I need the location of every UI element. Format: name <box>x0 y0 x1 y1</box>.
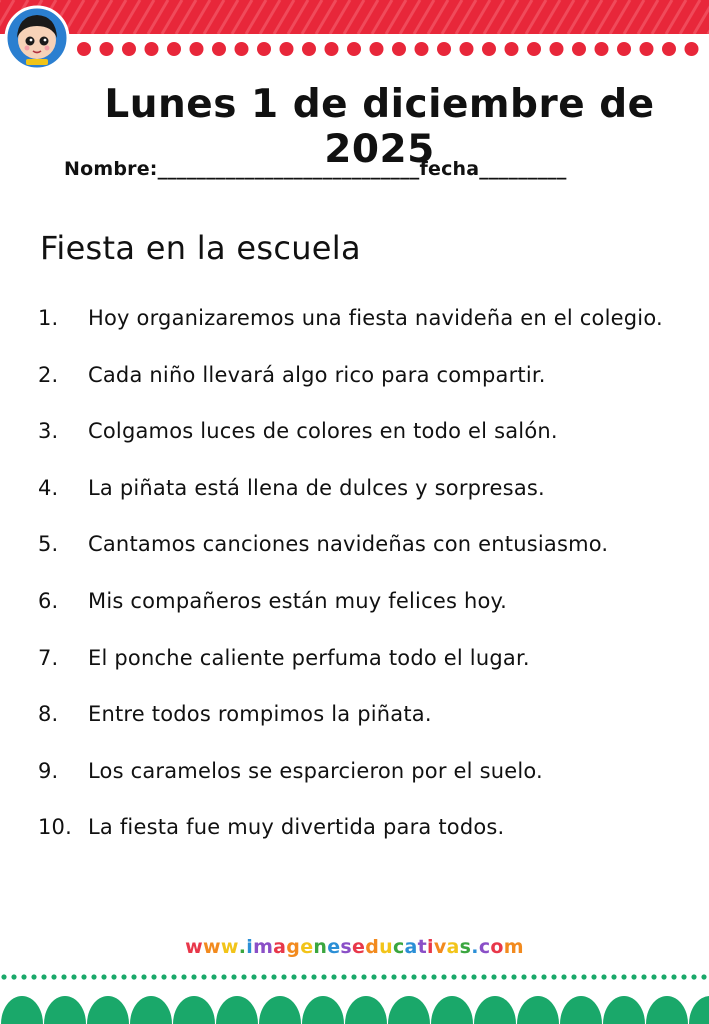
green-dot <box>291 974 296 979</box>
website-letter: m <box>253 936 274 958</box>
sentence-text: La fiesta fue muy divertida para todos. <box>88 815 505 840</box>
green-dot <box>351 974 356 979</box>
sentence-item <box>38 532 663 589</box>
website-letter: s <box>459 936 472 958</box>
website-letter: n <box>313 936 328 958</box>
green-dot <box>341 974 346 979</box>
red-dot <box>280 42 294 56</box>
sentence-item <box>38 363 663 420</box>
sentence-item <box>38 306 663 363</box>
red-dot <box>550 42 564 56</box>
green-dot <box>601 974 606 979</box>
red-dot <box>460 42 474 56</box>
date-blank: _________ <box>479 158 567 180</box>
green-dot <box>531 974 536 979</box>
website-letter: u <box>379 936 393 958</box>
red-dot <box>167 42 181 56</box>
red-dot <box>527 42 541 56</box>
green-dot <box>191 974 196 979</box>
green-dot <box>231 974 236 979</box>
website-letter: . <box>238 936 247 958</box>
green-dot <box>651 974 656 979</box>
red-dot <box>595 42 609 56</box>
green-dot <box>251 974 256 979</box>
green-dot <box>641 974 646 979</box>
green-dot <box>41 974 46 979</box>
sentence-number: 8. <box>38 702 59 727</box>
green-scallop <box>44 996 86 1024</box>
green-dot <box>11 974 16 979</box>
green-dot <box>271 974 276 979</box>
green-dot <box>411 974 416 979</box>
sentence-number: 10. <box>38 815 72 840</box>
green-scallop <box>560 996 602 1024</box>
sentence-text: La piñata está llena de dulces y sorpresas. <box>88 475 545 500</box>
website-letter: c <box>392 936 405 958</box>
sentence-item <box>38 646 663 703</box>
website-letter: c <box>478 936 491 958</box>
green-dot <box>481 974 486 979</box>
green-dot <box>691 974 696 979</box>
red-dot <box>415 42 429 56</box>
name-label: Nombre: <box>64 158 158 180</box>
website-letter: t <box>417 936 428 958</box>
green-dot <box>321 974 326 979</box>
red-dot <box>482 42 496 56</box>
website-letter: o <box>490 936 504 958</box>
sentence-number: 4. <box>38 475 59 500</box>
green-scallop <box>689 996 709 1024</box>
green-dot <box>561 974 566 979</box>
website-letter: w <box>220 936 239 958</box>
sentence-number: 2. <box>38 362 59 387</box>
green-dot <box>31 974 36 979</box>
green-dot <box>431 974 436 979</box>
green-dot <box>631 974 636 979</box>
sentence-item <box>38 702 663 759</box>
sentence-item <box>38 759 663 816</box>
green-scallop <box>173 996 215 1024</box>
green-dot <box>571 974 576 979</box>
green-dot <box>681 974 686 979</box>
website-letter: v <box>433 936 447 958</box>
website-letter: . <box>471 936 479 958</box>
red-dot <box>347 42 361 56</box>
green-dot <box>121 974 126 979</box>
sentence-number: 7. <box>38 645 59 670</box>
sentence-text: Los caramelos se esparcieron por el suelo. <box>88 758 543 783</box>
green-scallop <box>259 996 301 1024</box>
green-dot <box>671 974 676 979</box>
green-dot <box>491 974 496 979</box>
red-dot <box>437 42 451 56</box>
green-dot <box>451 974 456 979</box>
sentence-number: 9. <box>38 758 59 783</box>
red-dot <box>572 42 586 56</box>
sentence-item <box>38 419 663 476</box>
green-dot <box>471 974 476 979</box>
page-title: Lunes 1 de diciembre de 2025 <box>104 82 655 172</box>
red-dot <box>257 42 271 56</box>
green-dot <box>141 974 146 979</box>
green-dot <box>541 974 546 979</box>
green-dot <box>311 974 316 979</box>
green-scallop <box>517 996 559 1024</box>
green-dot <box>611 974 616 979</box>
sentence-number: 1. <box>38 306 59 330</box>
red-dot <box>77 42 91 56</box>
green-dot <box>511 974 516 979</box>
sentence-number: 5. <box>38 532 59 557</box>
sentence-number: 6. <box>38 588 59 613</box>
green-dot <box>151 974 156 979</box>
website-letter: e <box>327 936 341 958</box>
green-dot <box>401 974 406 979</box>
red-dot <box>145 42 159 56</box>
red-dot <box>505 42 519 56</box>
red-dot <box>685 42 699 56</box>
green-dot <box>201 974 206 979</box>
green-scallop <box>646 996 688 1024</box>
website-letter: i <box>246 936 254 958</box>
website-letter: g <box>286 936 301 958</box>
sentence-text: Cantamos canciones navideñas con entusiasmo. <box>88 532 609 557</box>
top-red-dots <box>0 38 709 60</box>
red-dot <box>662 42 676 56</box>
green-dot <box>131 974 136 979</box>
green-scallop <box>302 996 344 1024</box>
green-dot <box>101 974 106 979</box>
website-letter: a <box>273 936 287 958</box>
sentence-item <box>38 815 663 872</box>
sentence-item <box>38 476 663 533</box>
red-dot <box>617 42 631 56</box>
sentence-list <box>38 306 663 872</box>
green-dot <box>171 974 176 979</box>
green-dot <box>111 974 116 979</box>
green-scallop <box>216 996 258 1024</box>
green-dot <box>1 974 6 979</box>
website-letter: w <box>185 936 203 958</box>
green-scallop <box>431 996 473 1024</box>
green-dot <box>21 974 26 979</box>
green-dot <box>591 974 596 979</box>
green-scallop <box>388 996 430 1024</box>
website-letter: a <box>404 936 418 958</box>
red-dot <box>235 42 249 56</box>
website-letter: s <box>340 936 353 958</box>
sentence-item <box>38 589 663 646</box>
girl-logo-icon <box>4 2 70 74</box>
red-dot <box>392 42 406 56</box>
green-dot <box>51 974 56 979</box>
website-link[interactable] <box>0 936 709 958</box>
green-dot <box>211 974 216 979</box>
red-dot <box>190 42 204 56</box>
green-scallop <box>474 996 516 1024</box>
date-label: fecha <box>419 158 480 180</box>
green-dot <box>661 974 666 979</box>
top-red-band <box>0 0 709 34</box>
website-letter: a <box>446 936 460 958</box>
website-letter: w <box>202 936 221 958</box>
red-dot <box>212 42 226 56</box>
sentence-text: Mis compañeros están muy felices hoy. <box>88 588 508 613</box>
red-dot <box>370 42 384 56</box>
green-scallop <box>1 996 43 1024</box>
section-title: Fiesta en la escuela <box>40 229 361 267</box>
green-scallop <box>130 996 172 1024</box>
red-dot <box>122 42 136 56</box>
green-dot <box>621 974 626 979</box>
green-dot <box>81 974 86 979</box>
website-letter: m <box>503 936 524 958</box>
green-dot <box>701 974 706 979</box>
green-dot <box>361 974 366 979</box>
green-dot <box>441 974 446 979</box>
green-dot <box>221 974 226 979</box>
website-text <box>185 936 524 958</box>
red-dot <box>100 42 114 56</box>
green-dot <box>391 974 396 979</box>
red-dot <box>640 42 654 56</box>
website-letter: e <box>352 936 366 958</box>
green-dot <box>241 974 246 979</box>
green-dot <box>261 974 266 979</box>
red-dot <box>302 42 316 56</box>
green-dot <box>301 974 306 979</box>
green-dot <box>581 974 586 979</box>
green-dot <box>181 974 186 979</box>
green-scallop <box>87 996 129 1024</box>
sentence-text: Hoy organizaremos una fiesta navideña en el colegio. <box>88 306 663 330</box>
green-scallop <box>603 996 645 1024</box>
green-scallop <box>345 996 387 1024</box>
sentence-text: El ponche caliente perfuma todo el lugar. <box>88 645 530 670</box>
sentence-text: Cada niño llevará algo rico para compartir. <box>88 362 546 387</box>
sentence-text: Entre todos rompimos la piñata. <box>88 702 432 727</box>
green-dot <box>381 974 386 979</box>
green-dot <box>421 974 426 979</box>
green-dot <box>331 974 336 979</box>
green-dot <box>461 974 466 979</box>
green-dot <box>71 974 76 979</box>
bottom-green-scallops <box>0 972 709 1024</box>
green-dot <box>501 974 506 979</box>
red-dot <box>325 42 339 56</box>
website-letter: i <box>427 936 434 958</box>
name-blank: ___________________________ <box>157 158 420 180</box>
green-dot <box>371 974 376 979</box>
green-dot <box>161 974 166 979</box>
sentence-text: Colgamos luces de colores en todo el salón. <box>88 419 558 444</box>
website-letter: d <box>365 936 380 958</box>
green-dot <box>281 974 286 979</box>
green-dot <box>91 974 96 979</box>
green-dot <box>521 974 526 979</box>
name-date-line <box>64 158 567 180</box>
sentence-number: 3. <box>38 419 59 444</box>
green-dot <box>551 974 556 979</box>
website-letter: e <box>300 936 314 958</box>
green-dot <box>61 974 66 979</box>
